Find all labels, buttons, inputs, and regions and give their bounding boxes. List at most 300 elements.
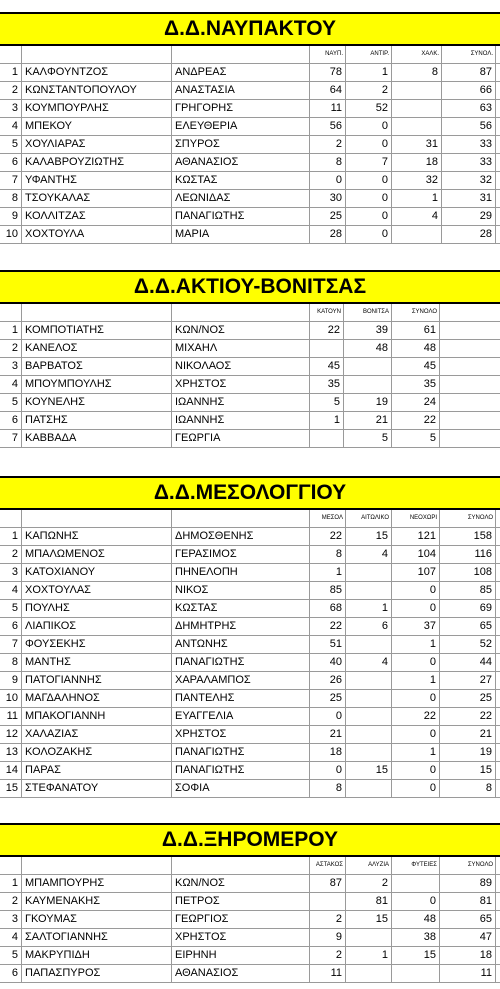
total-cell[interactable]: 5 — [392, 430, 440, 448]
firstname-cell[interactable]: ΝΙΚΟΛΑΟΣ — [172, 358, 310, 376]
vote-cell[interactable]: 48 — [344, 340, 392, 358]
vote-cell[interactable]: 28 — [310, 226, 346, 244]
vote-cell[interactable]: 4 — [346, 654, 392, 672]
vote-cell[interactable]: 22 — [392, 708, 440, 726]
rank-cell[interactable]: 6 — [0, 965, 22, 983]
firstname-cell[interactable]: ΑΘΑΝΑΣΙΟΣ — [172, 965, 310, 983]
total-cell[interactable]: 61 — [392, 322, 440, 340]
vote-cell[interactable] — [392, 82, 442, 100]
vote-cell[interactable]: 2 — [346, 875, 392, 893]
total-cell[interactable]: 56 — [442, 118, 496, 136]
vote-cell[interactable]: 0 — [392, 780, 440, 798]
table-row — [0, 226, 500, 244]
vote-cell[interactable]: 1 — [392, 672, 440, 690]
firstname-cell[interactable]: ΝΙΚΟΣ — [172, 582, 310, 600]
vote-cell[interactable]: 2 — [310, 911, 346, 929]
rank-cell[interactable]: 2 — [0, 546, 22, 564]
header-blank-cell[interactable] — [0, 857, 22, 875]
surname-cell[interactable]: ΠΑΠΑΣΠΥΡΟΣ — [22, 965, 172, 983]
rank-cell[interactable]: 2 — [0, 340, 22, 358]
header-blank-cell[interactable] — [22, 510, 172, 528]
firstname-cell[interactable]: ΛΕΩΝΙΔΑΣ — [172, 190, 310, 208]
vote-cell[interactable] — [392, 118, 442, 136]
surname-cell[interactable]: ΥΦΑΝΤΗΣ — [22, 172, 172, 190]
firstname-cell[interactable]: ΑΝΤΩΝΗΣ — [172, 636, 310, 654]
vote-cell[interactable] — [346, 690, 392, 708]
vote-cell[interactable]: 52 — [346, 100, 392, 118]
total-cell[interactable]: 22 — [392, 412, 440, 430]
firstname-cell[interactable]: ΙΩΑΝΝΗΣ — [172, 412, 310, 430]
vote-cell[interactable]: 0 — [392, 600, 440, 618]
vote-cell[interactable] — [346, 744, 392, 762]
rank-cell[interactable]: 5 — [0, 136, 22, 154]
firstname-cell[interactable]: ΧΡΗΣΤΟΣ — [172, 376, 310, 394]
vote-cell[interactable]: 32 — [392, 172, 442, 190]
surname-cell[interactable]: ΧΑΛΑΖΙΑΣ — [22, 726, 172, 744]
vote-cell[interactable]: 51 — [310, 636, 346, 654]
total-cell[interactable]: 22 — [440, 708, 496, 726]
column-header[interactable]: ΝΕΟΧΩΡΙ — [392, 510, 440, 528]
surname-cell[interactable]: ΜΠΑΜΠΟΥΡΗΣ — [22, 875, 172, 893]
header-blank-cell[interactable] — [172, 510, 310, 528]
firstname-cell[interactable]: ΔΗΜΗΤΡΗΣ — [172, 618, 310, 636]
vote-cell[interactable]: 2 — [310, 136, 346, 154]
firstname-cell[interactable]: ΜΙΧΑΗΛ — [172, 340, 310, 358]
vote-cell[interactable] — [344, 358, 392, 376]
vote-cell[interactable]: 1 — [392, 744, 440, 762]
table-row — [0, 911, 500, 929]
vote-cell[interactable]: 38 — [392, 929, 440, 947]
firstname-cell[interactable]: ΠΗΝΕΛΟΠΗ — [172, 564, 310, 582]
surname-cell[interactable]: ΜΑΓΔΑΛΗΝΟΣ — [22, 690, 172, 708]
total-cell[interactable]: 65 — [440, 911, 496, 929]
vote-cell[interactable]: 37 — [392, 618, 440, 636]
surname-cell[interactable]: ΜΠΑΚΟΓΙΑΝΝΗ — [22, 708, 172, 726]
firstname-cell[interactable]: ΚΩΝ/ΝΟΣ — [172, 322, 310, 340]
surname-cell[interactable]: ΠΟΥΛΗΣ — [22, 600, 172, 618]
total-cell[interactable]: 85 — [440, 582, 496, 600]
vote-cell[interactable]: 19 — [344, 394, 392, 412]
rank-cell[interactable]: 1 — [0, 64, 22, 82]
rank-cell[interactable]: 11 — [0, 708, 22, 726]
firstname-cell[interactable]: ΙΩΑΝΝΗΣ — [172, 394, 310, 412]
table-row — [0, 762, 500, 780]
rank-cell[interactable]: 8 — [0, 654, 22, 672]
vote-cell[interactable]: 0 — [346, 172, 392, 190]
surname-cell[interactable]: ΜΑΚΡΥΠΙΔΗ — [22, 947, 172, 965]
header-blank-cell[interactable] — [0, 304, 22, 322]
vote-cell[interactable]: 15 — [392, 947, 440, 965]
table-row — [0, 780, 500, 798]
vote-cell[interactable]: 0 — [310, 172, 346, 190]
vote-cell[interactable] — [346, 672, 392, 690]
total-cell[interactable]: 33 — [442, 154, 496, 172]
total-cell[interactable]: 63 — [442, 100, 496, 118]
total-cell[interactable]: 33 — [442, 136, 496, 154]
vote-cell[interactable]: 0 — [346, 190, 392, 208]
vote-cell[interactable] — [392, 100, 442, 118]
vote-cell[interactable]: 15 — [346, 911, 392, 929]
total-cell[interactable]: 19 — [440, 744, 496, 762]
rank-cell[interactable]: 5 — [0, 600, 22, 618]
firstname-cell[interactable]: ΠΑΝΤΕΛΗΣ — [172, 690, 310, 708]
vote-cell[interactable]: 56 — [310, 118, 346, 136]
column-header[interactable]: ΑΝΤΙΡ. — [346, 46, 392, 64]
rank-cell[interactable]: 9 — [0, 672, 22, 690]
rank-cell[interactable]: 15 — [0, 780, 22, 798]
vote-cell[interactable]: 121 — [392, 528, 440, 546]
header-blank-cell[interactable] — [172, 857, 310, 875]
vote-cell[interactable] — [310, 340, 344, 358]
vote-cell[interactable]: 1 — [392, 190, 442, 208]
firstname-cell[interactable]: ΓΕΩΡΓΙΟΣ — [172, 911, 310, 929]
vote-cell[interactable]: 4 — [346, 546, 392, 564]
rank-cell[interactable]: 10 — [0, 690, 22, 708]
rank-cell[interactable]: 3 — [0, 358, 22, 376]
firstname-cell[interactable]: ΑΘΑΝΑΣΙΟΣ — [172, 154, 310, 172]
column-header[interactable]: ΦΥΤΕΙΕΣ — [392, 857, 440, 875]
vote-cell[interactable]: 22 — [310, 618, 346, 636]
vote-cell[interactable]: 8 — [310, 780, 346, 798]
vote-cell[interactable]: 18 — [392, 154, 442, 172]
vote-cell[interactable]: 87 — [310, 875, 346, 893]
vote-cell[interactable]: 107 — [392, 564, 440, 582]
vote-cell[interactable]: 22 — [310, 528, 346, 546]
column-header[interactable]: ΣΥΝΟΛ. — [442, 46, 496, 64]
surname-cell[interactable]: ΚΩΝΣΤΑΝΤΟΠΟΥΛΟΥ — [22, 82, 172, 100]
surname-cell[interactable]: ΚΟΥΝΕΛΗΣ — [22, 394, 172, 412]
surname-cell[interactable]: ΧΟΧΤΟΥΛΑΣ — [22, 582, 172, 600]
total-cell[interactable]: 44 — [440, 654, 496, 672]
surname-cell[interactable]: ΜΠΟΥΜΠΟΥΛΗΣ — [22, 376, 172, 394]
firstname-cell[interactable]: ΣΠΥΡΟΣ — [172, 136, 310, 154]
vote-cell[interactable]: 40 — [310, 654, 346, 672]
firstname-cell[interactable]: ΑΝΑΣΤΑΣΙΑ — [172, 82, 310, 100]
surname-cell[interactable]: ΠΑΤΣΗΣ — [22, 412, 172, 430]
total-cell[interactable]: 52 — [440, 636, 496, 654]
total-cell[interactable]: 28 — [442, 226, 496, 244]
table-row — [0, 208, 500, 226]
total-cell[interactable]: 158 — [440, 528, 496, 546]
vote-cell[interactable] — [310, 430, 344, 448]
column-header[interactable]: ΣΥΝΟΛΟ — [440, 857, 496, 875]
rank-cell[interactable]: 4 — [0, 118, 22, 136]
vote-cell[interactable]: 1 — [346, 947, 392, 965]
vote-cell[interactable]: 2 — [346, 82, 392, 100]
total-cell[interactable]: 81 — [440, 893, 496, 911]
total-cell[interactable]: 32 — [442, 172, 496, 190]
surname-cell[interactable]: ΦΟΥΣΕΚΗΣ — [22, 636, 172, 654]
vote-cell[interactable]: 0 — [392, 690, 440, 708]
rank-cell[interactable]: 4 — [0, 376, 22, 394]
header-blank-cell[interactable] — [22, 46, 172, 64]
firstname-cell[interactable]: ΠΕΤΡΟΣ — [172, 893, 310, 911]
surname-cell[interactable]: ΜΑΝΤΗΣ — [22, 654, 172, 672]
vote-cell[interactable] — [346, 780, 392, 798]
firstname-cell[interactable]: ΧΡΗΣΤΟΣ — [172, 929, 310, 947]
vote-cell[interactable]: 7 — [346, 154, 392, 172]
vote-cell[interactable]: 9 — [310, 929, 346, 947]
firstname-cell[interactable]: ΕΛΕΥΘΕΡΙΑ — [172, 118, 310, 136]
total-cell[interactable]: 11 — [440, 965, 496, 983]
vote-cell[interactable]: 25 — [310, 208, 346, 226]
table-row — [0, 654, 500, 672]
firstname-cell[interactable]: ΚΩΣΤΑΣ — [172, 600, 310, 618]
firstname-cell[interactable]: ΧΑΡΑΛΑΜΠΟΣ — [172, 672, 310, 690]
rank-cell[interactable]: 7 — [0, 172, 22, 190]
surname-cell[interactable]: ΚΑΒΒΑΔΑ — [22, 430, 172, 448]
firstname-cell[interactable]: ΠΑΝΑΓΙΩΤΗΣ — [172, 744, 310, 762]
vote-cell[interactable]: 5 — [310, 394, 344, 412]
table-row — [0, 118, 500, 136]
total-cell[interactable]: 21 — [440, 726, 496, 744]
vote-cell[interactable]: 26 — [310, 672, 346, 690]
total-cell[interactable]: 47 — [440, 929, 496, 947]
surname-cell[interactable]: ΠΑΤΟΓΙΑΝΝΗΣ — [22, 672, 172, 690]
surname-cell[interactable]: ΛΙΑΠΙΚΟΣ — [22, 618, 172, 636]
column-header[interactable]: ΣΥΝΟΛΟ — [392, 304, 440, 322]
vote-cell[interactable]: 8 — [310, 154, 346, 172]
vote-cell[interactable]: 31 — [392, 136, 442, 154]
vote-cell[interactable]: 22 — [310, 322, 344, 340]
rank-cell[interactable]: 4 — [0, 582, 22, 600]
total-cell[interactable]: 31 — [442, 190, 496, 208]
surname-cell[interactable]: ΚΑΛΦΟΥΝΤΖΟΣ — [22, 64, 172, 82]
surname-cell[interactable]: ΚΟΜΠΟΤΙΑΤΗΣ — [22, 322, 172, 340]
rank-cell[interactable]: 6 — [0, 618, 22, 636]
vote-cell[interactable]: 11 — [310, 100, 346, 118]
total-cell[interactable]: 25 — [440, 690, 496, 708]
rank-cell[interactable]: 1 — [0, 322, 22, 340]
rank-cell[interactable]: 5 — [0, 947, 22, 965]
vote-cell[interactable]: 68 — [310, 600, 346, 618]
vote-cell[interactable]: 15 — [346, 528, 392, 546]
column-header[interactable]: ΑΛΥΖΙΑ — [346, 857, 392, 875]
total-cell[interactable]: 69 — [440, 600, 496, 618]
rank-cell[interactable]: 5 — [0, 394, 22, 412]
column-header[interactable]: ΚΑΤΟΥΝ — [310, 304, 344, 322]
total-cell[interactable]: 89 — [440, 875, 496, 893]
rank-cell[interactable]: 3 — [0, 911, 22, 929]
column-header[interactable]: ΣΥΝΟΛΟ — [440, 510, 496, 528]
firstname-cell[interactable]: ΠΑΝΑΓΙΩΤΗΣ — [172, 762, 310, 780]
district-title: Δ.Δ.ΞΗΡΟΜΕΡΟΥ — [0, 823, 500, 857]
total-cell[interactable]: 87 — [442, 64, 496, 82]
vote-cell[interactable] — [346, 636, 392, 654]
surname-cell[interactable]: ΤΣΟΥΚΑΛΑΣ — [22, 190, 172, 208]
firstname-cell[interactable]: ΓΕΩΡΓΙΑ — [172, 430, 310, 448]
vote-cell[interactable]: 8 — [392, 64, 442, 82]
vote-cell[interactable]: 0 — [346, 208, 392, 226]
vote-cell[interactable]: 1 — [310, 412, 344, 430]
vote-cell[interactable]: 81 — [346, 893, 392, 911]
total-cell[interactable]: 15 — [440, 762, 496, 780]
vote-cell[interactable]: 30 — [310, 190, 346, 208]
vote-cell[interactable]: 35 — [310, 376, 344, 394]
total-cell[interactable]: 27 — [440, 672, 496, 690]
firstname-cell[interactable]: ΚΩΣΤΑΣ — [172, 172, 310, 190]
vote-cell[interactable] — [346, 929, 392, 947]
rank-cell[interactable]: 7 — [0, 430, 22, 448]
surname-cell[interactable]: ΣΤΕΦΑΝΑΤΟΥ — [22, 780, 172, 798]
rank-cell[interactable]: 8 — [0, 190, 22, 208]
vote-cell[interactable]: 1 — [346, 600, 392, 618]
column-header[interactable]: ΒΟΝΙΤΣΑ — [344, 304, 392, 322]
vote-cell[interactable]: 78 — [310, 64, 346, 82]
column-header[interactable]: ΑΣΤΑΚΟΣ — [310, 857, 346, 875]
firstname-cell[interactable]: ΕΥΑΓΓΕΛΙΑ — [172, 708, 310, 726]
vote-cell[interactable]: 45 — [310, 358, 344, 376]
table-row — [0, 564, 500, 582]
surname-cell[interactable]: ΚΟΛΛΙΤΖΑΣ — [22, 208, 172, 226]
firstname-cell[interactable]: ΓΕΡΑΣΙΜΟΣ — [172, 546, 310, 564]
surname-cell[interactable]: ΚΑΝΕΛΟΣ — [22, 340, 172, 358]
surname-cell[interactable]: ΚΟΥΜΠΟΥΡΛΗΣ — [22, 100, 172, 118]
column-header[interactable]: ΧΑΛΚ. — [392, 46, 442, 64]
firstname-cell[interactable]: ΜΑΡΙΑ — [172, 226, 310, 244]
table-row — [0, 726, 500, 744]
vote-cell[interactable] — [346, 708, 392, 726]
vote-cell[interactable]: 64 — [310, 82, 346, 100]
vote-cell[interactable] — [392, 226, 442, 244]
firstname-cell[interactable]: ΚΩΝ/ΝΟΣ — [172, 875, 310, 893]
vote-cell[interactable] — [392, 875, 440, 893]
surname-cell[interactable]: ΧΟΥΛΙΑΡΑΣ — [22, 136, 172, 154]
district-section — [0, 476, 500, 802]
rank-cell[interactable]: 6 — [0, 154, 22, 172]
rank-cell[interactable]: 12 — [0, 726, 22, 744]
total-cell[interactable]: 45 — [392, 358, 440, 376]
surname-cell[interactable]: ΓΚΟΥΜΑΣ — [22, 911, 172, 929]
vote-cell[interactable]: 0 — [310, 708, 346, 726]
surname-cell[interactable]: ΜΠΑΛΩΜΕΝΟΣ — [22, 546, 172, 564]
rank-cell[interactable]: 1 — [0, 528, 22, 546]
header-blank-cell[interactable] — [22, 857, 172, 875]
firstname-cell[interactable]: ΠΑΝΑΓΙΩΤΗΣ — [172, 654, 310, 672]
total-cell[interactable]: 66 — [442, 82, 496, 100]
vote-cell[interactable] — [346, 582, 392, 600]
vote-cell[interactable]: 0 — [346, 118, 392, 136]
table-row — [0, 358, 500, 376]
vote-cell[interactable]: 1 — [346, 64, 392, 82]
rank-cell[interactable]: 3 — [0, 100, 22, 118]
header-blank-cell[interactable] — [172, 304, 310, 322]
surname-cell[interactable]: ΚΑΠΩΝΗΣ — [22, 528, 172, 546]
header-blank-cell[interactable] — [172, 46, 310, 64]
vote-cell[interactable]: 4 — [392, 208, 442, 226]
vote-cell[interactable]: 0 — [310, 762, 346, 780]
column-header[interactable]: ΜΕΣΟΛ — [310, 510, 346, 528]
rank-cell[interactable]: 4 — [0, 929, 22, 947]
firstname-cell[interactable]: ΣΟΦΙΑ — [172, 780, 310, 798]
rank-cell[interactable]: 13 — [0, 744, 22, 762]
vote-cell[interactable]: 0 — [392, 582, 440, 600]
total-cell[interactable]: 29 — [442, 208, 496, 226]
firstname-cell[interactable]: ΠΑΝΑΓΙΩΤΗΣ — [172, 208, 310, 226]
total-cell[interactable]: 65 — [440, 618, 496, 636]
total-cell[interactable]: 48 — [392, 340, 440, 358]
vote-cell[interactable]: 1 — [310, 564, 346, 582]
vote-cell[interactable]: 48 — [392, 911, 440, 929]
column-header[interactable]: ΝΑΥΠ. — [310, 46, 346, 64]
rank-cell[interactable]: 3 — [0, 564, 22, 582]
district-section — [0, 270, 500, 452]
vote-cell[interactable]: 0 — [346, 136, 392, 154]
vote-cell[interactable] — [310, 893, 346, 911]
rank-cell[interactable]: 2 — [0, 893, 22, 911]
vote-cell[interactable]: 0 — [392, 893, 440, 911]
vote-cell[interactable]: 25 — [310, 690, 346, 708]
total-cell[interactable]: 8 — [440, 780, 496, 798]
vote-cell[interactable]: 104 — [392, 546, 440, 564]
vote-cell[interactable]: 21 — [344, 412, 392, 430]
vote-cell[interactable] — [346, 564, 392, 582]
total-cell[interactable]: 116 — [440, 546, 496, 564]
rank-cell[interactable]: 14 — [0, 762, 22, 780]
vote-cell[interactable]: 18 — [310, 744, 346, 762]
rank-cell[interactable]: 1 — [0, 875, 22, 893]
firstname-cell[interactable]: ΔΗΜΟΣΘΕΝΗΣ — [172, 528, 310, 546]
vote-cell[interactable]: 0 — [392, 654, 440, 672]
vote-cell[interactable]: 1 — [392, 636, 440, 654]
firstname-cell[interactable]: ΕΙΡΗΝΗ — [172, 947, 310, 965]
surname-cell[interactable]: ΠΑΡΑΣ — [22, 762, 172, 780]
firstname-cell[interactable]: ΓΡΗΓΟΡΗΣ — [172, 100, 310, 118]
surname-cell[interactable]: ΚΑΛΑΒΡΟΥΖΙΩΤΗΣ — [22, 154, 172, 172]
total-cell[interactable]: 18 — [440, 947, 496, 965]
surname-cell[interactable]: ΚΟΛΟΖΑΚΗΣ — [22, 744, 172, 762]
surname-cell[interactable]: ΣΑΛΤΟΓΙΑΝΝΗΣ — [22, 929, 172, 947]
surname-cell[interactable]: ΜΠΕΚΟΥ — [22, 118, 172, 136]
surname-cell[interactable]: ΚΑΥΜΕΝΑΚΗΣ — [22, 893, 172, 911]
vote-cell[interactable] — [392, 965, 440, 983]
total-cell[interactable]: 108 — [440, 564, 496, 582]
vote-cell[interactable]: 8 — [310, 546, 346, 564]
vote-cell[interactable]: 15 — [346, 762, 392, 780]
header-blank-cell[interactable] — [0, 46, 22, 64]
rank-cell[interactable]: 7 — [0, 636, 22, 654]
table-row — [0, 340, 500, 358]
header-blank-cell[interactable] — [0, 510, 22, 528]
vote-cell[interactable]: 0 — [392, 726, 440, 744]
vote-cell[interactable]: 85 — [310, 582, 346, 600]
vote-cell[interactable]: 5 — [344, 430, 392, 448]
vote-cell[interactable]: 11 — [310, 965, 346, 983]
firstname-cell[interactable]: ΧΡΗΣΤΟΣ — [172, 726, 310, 744]
column-header[interactable]: ΑΙΤΩΛΙΚΟ — [346, 510, 392, 528]
vote-cell[interactable]: 21 — [310, 726, 346, 744]
firstname-cell[interactable]: ΑΝΔΡΕΑΣ — [172, 64, 310, 82]
vote-cell[interactable]: 39 — [344, 322, 392, 340]
header-blank-cell[interactable] — [22, 304, 172, 322]
total-cell[interactable]: 24 — [392, 394, 440, 412]
vote-cell[interactable]: 6 — [346, 618, 392, 636]
vote-cell[interactable]: 2 — [310, 947, 346, 965]
vote-cell[interactable]: 0 — [392, 762, 440, 780]
rank-cell[interactable]: 10 — [0, 226, 22, 244]
rank-cell[interactable]: 2 — [0, 82, 22, 100]
vote-cell[interactable] — [344, 376, 392, 394]
rank-cell[interactable]: 6 — [0, 412, 22, 430]
vote-cell[interactable] — [346, 726, 392, 744]
vote-cell[interactable] — [346, 965, 392, 983]
surname-cell[interactable]: ΚΑΤΟΧΙΑΝΟΥ — [22, 564, 172, 582]
total-cell[interactable]: 35 — [392, 376, 440, 394]
surname-cell[interactable]: ΧΟΧΤΟΥΛΑ — [22, 226, 172, 244]
rank-cell[interactable]: 9 — [0, 208, 22, 226]
vote-cell[interactable]: 0 — [346, 226, 392, 244]
surname-cell[interactable]: ΒΑΡΒΑΤΟΣ — [22, 358, 172, 376]
